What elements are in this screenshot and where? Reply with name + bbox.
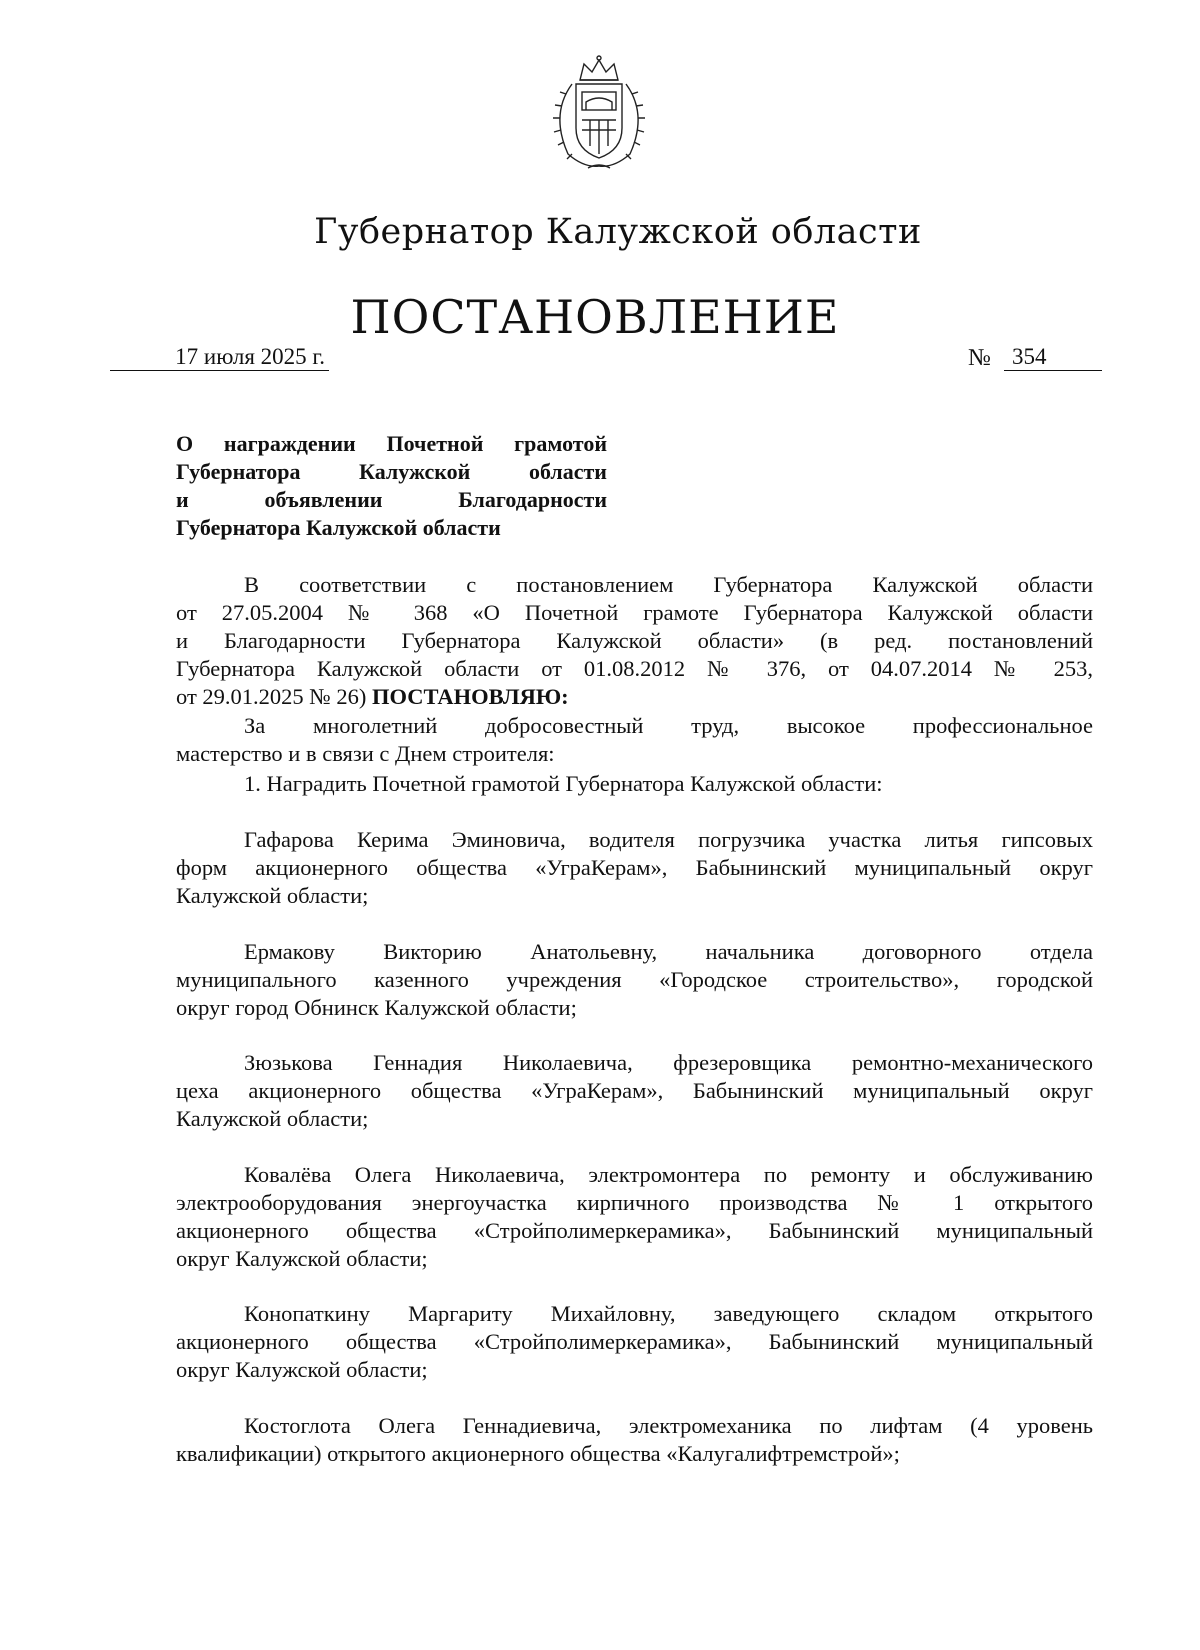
preamble-line: Губернатора Калужской области от 01.08.2012 № 376, от 04.07.2014 № 253, [176,656,1093,681]
document-type-title: ПОСТАНОВЛЕНИЕ [350,290,840,344]
awardee-line: муниципального казенного учреждения «Городское строительство», городской [176,967,1093,992]
subject-line: Губернатора Калужской области [176,515,501,540]
subject-line: и объявлении Благодарности [176,487,607,512]
reason-paragraph [176,712,1093,768]
issuing-authority: Губернатор Калужской области [314,212,922,252]
awardee-entry [176,938,1093,1022]
reason-line: мастерство и в связи с Днем строителя: [176,741,555,766]
awardee-line: акционерного общества «Стройполимеркерамика», Бабынинский муниципальный [176,1329,1093,1354]
awardee-line: квалификации) открытого акционерного общества «Калугалифтремстрой»; [176,1441,900,1466]
preamble-line: от 27.05.2004 № 368 «О Почетной грамоте Губернатора Калужской области [176,600,1093,625]
awardee-line: форм акционерного общества «УграКерам», Бабынинский муниципальный округ [176,855,1093,880]
awardee-entry [176,1412,1093,1468]
awardee-line: Зюзькова Геннадия Николаевича, фрезеровщика ремонтно-механического [244,1050,1093,1075]
preamble-line: от 29.01.2025 № 26) [176,684,372,709]
decree-word: ПОСТАНОВЛЯЮ: [372,684,569,709]
awardee-line: Гафарова Керима Эминовича, водителя погрузчика участка литья гипсовых [244,827,1093,852]
awardee-line: Ермакову Викторию Анатольевну, начальника договорного отдела [244,939,1093,964]
awardee-entry [176,1161,1093,1273]
awardee-line: акционерного общества «Стройполимеркерамика», Бабынинский муниципальный [176,1218,1093,1243]
number-sign: № [968,345,991,371]
awardee-line: Калужской области; [176,1106,369,1131]
awardee-line: округ Калужской области; [176,1357,428,1382]
reason-line: За многолетний добросовестный труд, высокое профессиональное [244,713,1093,738]
awardee-line: Конопаткину Маргариту Михайловну, заведующего складом открытого [244,1301,1093,1326]
document-number: 354 [1004,344,1102,371]
coat-of-arms-emblem [540,54,658,174]
awardee-line: Калужской области; [176,883,369,908]
awardee-line: электрооборудования энергоучастка кирпичного производства № 1 открытого [176,1190,1093,1215]
item-1-heading [176,770,1093,798]
document-date: 17 июля 2025 г. [110,344,329,371]
preamble-paragraph [176,571,1093,711]
subject-line: О награждении Почетной грамотой [176,431,607,456]
awardee-entry [176,1049,1093,1133]
item-1-text: 1. Наградить Почетной грамотой Губернатора Калужской области: [244,771,883,796]
awardee-entry [176,826,1093,910]
awardee-entry [176,1300,1093,1384]
document-subject [176,430,607,542]
awardee-line: Ковалёва Олега Николаевича, электромонтера по ремонту и обслуживанию [244,1162,1093,1187]
awardee-line: Костоглота Олега Геннадиевича, электромеханика по лифтам (4 уровень [244,1413,1093,1438]
awardee-line: округ Калужской области; [176,1246,428,1271]
awardee-line: цеха акционерного общества «УграКерам», Бабынинский муниципальный округ [176,1078,1093,1103]
preamble-line: В соответствии с постановлением Губернатора Калужской области [244,572,1093,597]
awardee-line: округ город Обнинск Калужской области; [176,995,577,1020]
preamble-line: и Благодарности Губернатора Калужской области» (в ред. постановлений [176,628,1093,653]
subject-line: Губернатора Калужской области [176,459,607,484]
